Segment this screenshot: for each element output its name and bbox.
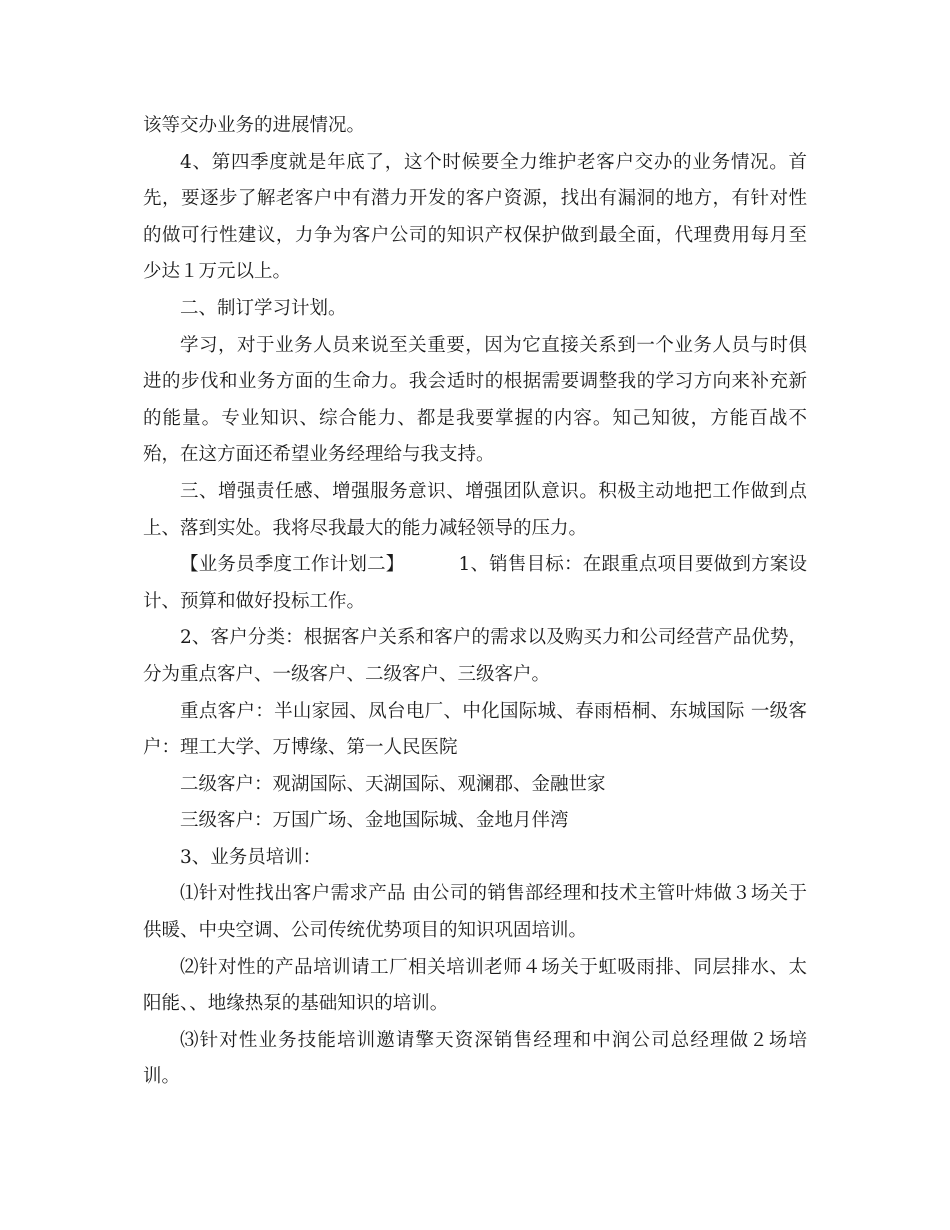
plan-two-heading: 【业务员季度工作计划二】 <box>180 554 405 576</box>
paragraph-customer-classification: 2、客户分类：根据客户关系和客户的需求以及购买力和公司经营产品优势，分为重点客户、一级客户、二级客户、三级客户。 <box>143 627 807 685</box>
paragraph-training-heading: 3、业务员培训： <box>180 846 322 868</box>
paragraph-training-2: ⑵针对性的产品培训请工厂相关培训老师４场关于虹吸雨排、同层排水、太阳能、、地缘热泵的基础知识的培训。 <box>143 956 807 1015</box>
section-heading-study-plan: 二、制订学习计划。 <box>180 297 347 319</box>
paragraph-level-three-customers: 三级客户：万国广场、金地国际城、金地月伴湾 <box>180 810 569 832</box>
paragraph-continuation: 该等交办业务的进展情况。 <box>143 115 366 136</box>
paragraph-key-customers: 重点客户：半山家园、凤台电厂、中化国际城、春雨梧桐、东城国际 一级客户：理工大学、万博缘、第一人民医院 <box>143 700 807 759</box>
paragraph-responsibility: 三、增强责任感、增强服务意识、增强团队意识。积极主动地把工作做到点上、落到实处。我将尽我最大的能力减轻领导的压力。 <box>143 480 807 539</box>
paragraph-training-3: ⑶针对性业务技能培训邀请擎天资深销售经理和中润公司总经理做２场培训。 <box>143 1029 807 1088</box>
paragraph-q4-plan: 4、第四季度就是年底了，这个时候要全力维护老客户交办的业务情况。首先，要逐步了解老客户中有潜力开发的客户资源，找出有漏洞的地方，有针对性的做可行性建议，力争为客户公司的知识产权保护做到最全面，代理费用每月至少达１万元以上。 <box>143 151 807 283</box>
paragraph-study: 学习，对于业务人员来说至关重要，因为它直接关系到一个业务人员与时俱进的步伐和业务方面的生命力。我会适时的根据需要调整我的学习方向来补充新的能量。专业知识、综合能力、都是我要掌握的内容。知己知彼，方能百战不殆，在这方面还希望业务经理给与我支持。 <box>143 334 807 466</box>
paragraph-level-two-customers: 二级客户：观湖国际、天湖国际、观澜郡、金融世家 <box>180 773 606 795</box>
plan-two-first-item: 1、销售目标：在跟重点项目要做到方案设计、预算和做好投标工作。 <box>143 554 807 612</box>
document-body <box>143 108 807 1096</box>
paragraph-plan-two <box>143 547 807 620</box>
paragraph-training-1: ⑴针对性找出客户需求产品 由公司的销售部经理和技术主管叶炜做３场关于供暖、中央空调、公司传统优势项目的知识巩固培训。 <box>143 883 807 942</box>
